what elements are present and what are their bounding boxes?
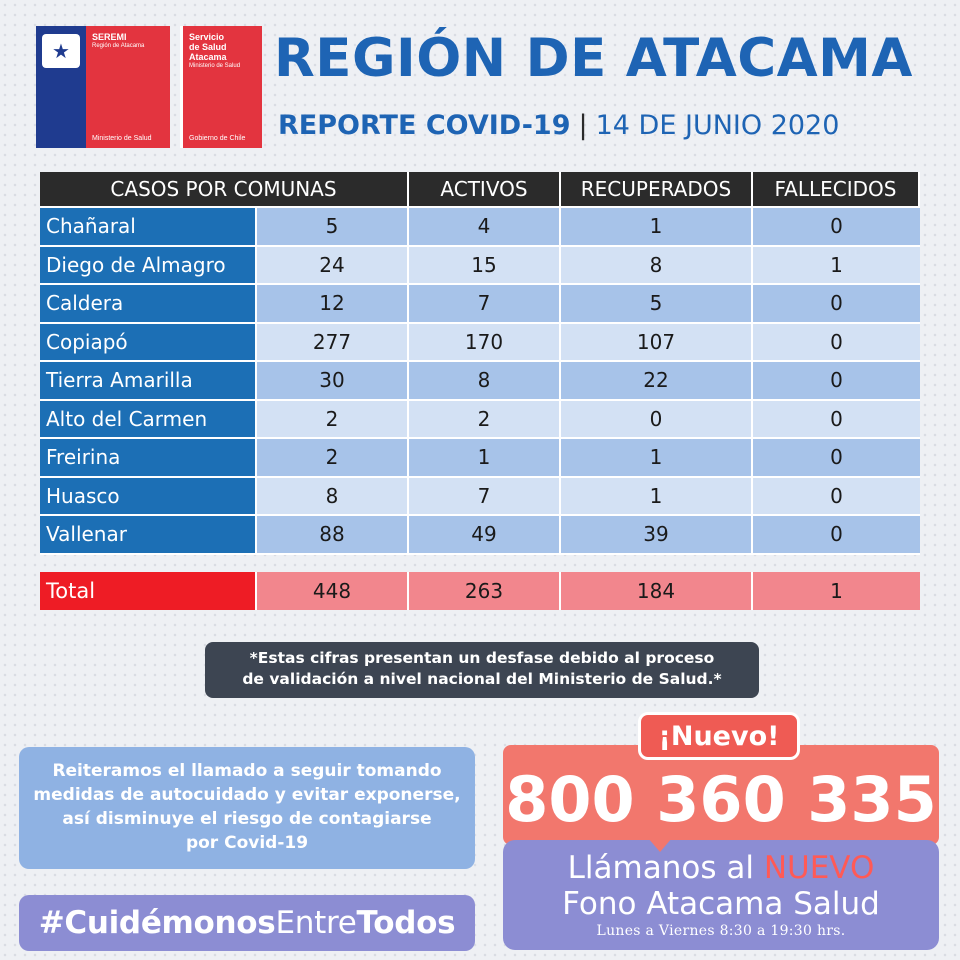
hashtag-middle: Entre <box>275 905 357 941</box>
column-header-activos: ACTIVOS <box>409 172 561 208</box>
total-activos: 263 <box>409 572 561 610</box>
total-recuperados: 184 <box>561 572 753 610</box>
servicio-salud-logo <box>180 26 262 148</box>
cell-recuperados: 0 <box>561 401 753 440</box>
advice-box <box>19 747 475 869</box>
table-row <box>40 324 920 363</box>
cell-activos: 2 <box>409 401 561 440</box>
total-fallecidos: 1 <box>753 572 920 610</box>
cell-activos: 4 <box>409 208 561 247</box>
cell-casos: 12 <box>257 285 409 324</box>
servicio-logo-line: de Salud <box>189 42 227 52</box>
cell-recuperados: 22 <box>561 362 753 401</box>
comuna-name: Chañaral <box>40 208 257 247</box>
call-hours: Lunes a Viernes 8:30 a 19:30 hrs. <box>596 923 846 939</box>
cell-casos: 24 <box>257 247 409 286</box>
disclaimer-note <box>205 642 759 698</box>
total-row <box>40 572 920 610</box>
cell-recuperados: 8 <box>561 247 753 286</box>
cell-recuperados: 107 <box>561 324 753 363</box>
cell-recuperados: 1 <box>561 208 753 247</box>
seremi-logo-footer: Ministerio de Salud <box>92 135 152 142</box>
total-label: Total <box>40 572 257 610</box>
cell-activos: 1 <box>409 439 561 478</box>
call-highlight: NUEVO <box>763 850 875 886</box>
report-subtitle <box>278 110 839 141</box>
page-title: REGIÓN DE ATACAMA <box>274 28 913 89</box>
cell-activos: 7 <box>409 478 561 517</box>
advice-line: medidas de autocuidado y evitar exponerse, <box>33 785 461 805</box>
table-row <box>40 516 920 555</box>
cell-recuperados: 39 <box>561 516 753 555</box>
cell-fallecidos: 0 <box>753 324 920 363</box>
table-row <box>40 285 920 324</box>
note-line: *Estas cifras presentan un desfase debido al proceso <box>249 649 715 667</box>
call-line-2: Fono Atacama Salud <box>562 886 880 922</box>
table-row <box>40 247 920 286</box>
cell-recuperados: 5 <box>561 285 753 324</box>
cell-casos: 30 <box>257 362 409 401</box>
comuna-name: Caldera <box>40 285 257 324</box>
servicio-logo-line: Atacama <box>189 52 227 62</box>
cell-casos: 277 <box>257 324 409 363</box>
comuna-name: Copiapó <box>40 324 257 363</box>
call-line-1 <box>503 850 939 886</box>
phone-number: 800 360 335 <box>503 745 939 845</box>
table-row <box>40 401 920 440</box>
hashtag-banner <box>19 895 475 951</box>
hashtag-suffix: Todos <box>356 905 456 941</box>
cell-casos: 8 <box>257 478 409 517</box>
advice-line: así disminuye el riesgo de contagiarse <box>62 809 432 829</box>
note-line: de validación a nivel nacional del Ministerio de Salud.* <box>242 670 722 688</box>
cases-table <box>40 172 920 555</box>
table-row <box>40 208 920 247</box>
advice-line: por Covid-19 <box>185 833 309 853</box>
cell-activos: 49 <box>409 516 561 555</box>
cell-fallecidos: 0 <box>753 439 920 478</box>
servicio-logo-line: Servicio <box>189 32 225 42</box>
column-header-casos: CASOS POR COMUNAS <box>40 172 409 208</box>
report-name: REPORTE COVID-19 <box>278 110 571 141</box>
chile-crest-icon: ★ <box>42 34 80 68</box>
comuna-name: Tierra Amarilla <box>40 362 257 401</box>
comuna-name: Freirina <box>40 439 257 478</box>
servicio-logo-subtitle: Ministerio de Salud <box>189 63 241 69</box>
servicio-logo-footer: Gobierno de Chile <box>189 135 246 142</box>
cell-fallecidos: 1 <box>753 247 920 286</box>
cell-fallecidos: 0 <box>753 362 920 401</box>
nuevo-badge: ¡Nuevo! <box>638 712 800 760</box>
table-header-row <box>40 172 920 208</box>
cell-casos: 2 <box>257 439 409 478</box>
cell-casos: 2 <box>257 401 409 440</box>
cell-fallecidos: 0 <box>753 516 920 555</box>
table-row <box>40 478 920 517</box>
table-row <box>40 439 920 478</box>
call-info-box <box>503 840 939 950</box>
cell-fallecidos: 0 <box>753 478 920 517</box>
column-header-fallecidos: FALLECIDOS <box>753 172 920 208</box>
comuna-name: Alto del Carmen <box>40 401 257 440</box>
cell-activos: 170 <box>409 324 561 363</box>
comuna-name: Huasco <box>40 478 257 517</box>
seremi-logo-title: SEREMI <box>92 32 127 42</box>
cell-activos: 8 <box>409 362 561 401</box>
cell-casos: 5 <box>257 208 409 247</box>
total-casos: 448 <box>257 572 409 610</box>
cell-fallecidos: 0 <box>753 401 920 440</box>
seremi-logo <box>36 26 170 148</box>
comuna-name: Diego de Almagro <box>40 247 257 286</box>
speech-bubble-tail <box>648 838 672 852</box>
subtitle-separator: | <box>578 110 588 141</box>
cell-fallecidos: 0 <box>753 208 920 247</box>
seremi-logo-subtitle: Región de Atacama <box>92 43 145 49</box>
cell-activos: 15 <box>409 247 561 286</box>
comuna-name: Vallenar <box>40 516 257 555</box>
column-header-recuperados: RECUPERADOS <box>561 172 753 208</box>
cell-fallecidos: 0 <box>753 285 920 324</box>
cell-casos: 88 <box>257 516 409 555</box>
advice-line: Reiteramos el llamado a seguir tomando <box>52 761 442 781</box>
call-prefix: Llámanos al <box>567 850 764 886</box>
report-date: 14 DE JUNIO 2020 <box>595 110 840 141</box>
cell-recuperados: 1 <box>561 439 753 478</box>
table-row <box>40 362 920 401</box>
hashtag-prefix: #Cuidémonos <box>38 905 276 941</box>
cell-activos: 7 <box>409 285 561 324</box>
cell-recuperados: 1 <box>561 478 753 517</box>
